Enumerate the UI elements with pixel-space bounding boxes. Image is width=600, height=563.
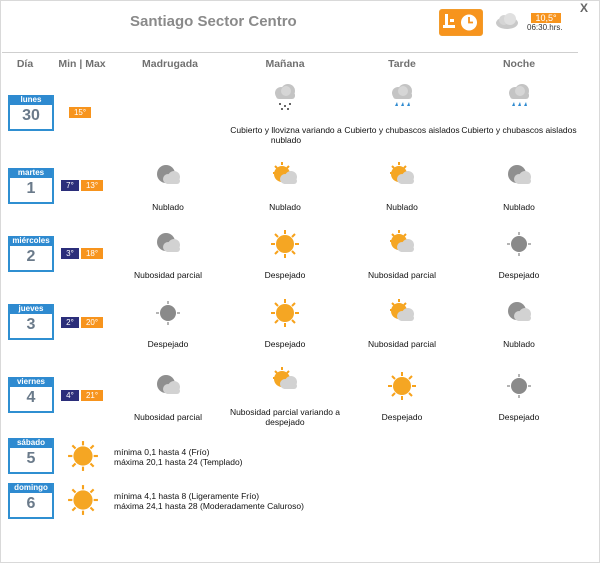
- sun-icon: [387, 371, 417, 401]
- day-number: 5: [26, 450, 36, 467]
- forecast-text-noche: Despejado: [498, 412, 540, 422]
- max-temp: 21°: [81, 390, 103, 401]
- column-header-manana: Mañana: [265, 58, 305, 70]
- column-header-day: Día: [16, 58, 34, 70]
- day-badge-sabado: [8, 438, 54, 474]
- moon-cloud-icon: [153, 161, 183, 191]
- min-temp: 4°: [61, 390, 79, 401]
- forecast-text-manana: Despejado: [264, 270, 306, 280]
- max-temp: 20°: [81, 317, 103, 328]
- forecast-text-tarde: Cubierto y chubascos aislados: [344, 125, 460, 135]
- forecast-text-madrugada: Despejado: [147, 339, 189, 349]
- sun-cloud-icon: [270, 161, 300, 191]
- day-name: sábado: [10, 438, 52, 448]
- max-temp: 13°: [81, 180, 103, 191]
- forecast-text-madrugada: Nublado: [152, 202, 184, 212]
- close-button[interactable]: X: [580, 1, 589, 15]
- sun-icon: [67, 440, 99, 472]
- day-badge-martes: [8, 168, 54, 204]
- day-name: lunes: [10, 95, 52, 105]
- forecast-text-manana: Nublado: [269, 202, 301, 212]
- extended-min-range: mínima 0,1 hasta 4 (Frío): [114, 447, 210, 457]
- day-badge-viernes: [8, 377, 54, 413]
- day-number: 3: [26, 316, 36, 333]
- cloud-sleet-icon: [270, 82, 300, 112]
- column-header-madrugada: Madrugada: [141, 58, 198, 70]
- sun-icon: [270, 229, 300, 259]
- column-header-minmax: Min | Max: [58, 58, 106, 70]
- current-weather-cloudy-icon: [494, 12, 520, 35]
- extended-max-range: máxima 24,1 hasta 28 (Moderadamente Caluroso): [114, 501, 304, 511]
- day-number: 4: [26, 389, 36, 406]
- min-temp: 3°: [61, 248, 79, 259]
- day-name: domingo: [10, 483, 52, 493]
- forecast-text-madrugada: Nubosidad parcial: [133, 412, 203, 422]
- day-badge-miercoles: [8, 236, 54, 272]
- cloud-rain-icon: [504, 82, 534, 112]
- day-name: viernes: [10, 377, 52, 387]
- cloud-rain-icon: [387, 82, 417, 112]
- forecast-text-tarde: Nubosidad parcial: [367, 270, 437, 280]
- min-temp: 2°: [61, 317, 79, 328]
- day-number: 1: [26, 180, 36, 197]
- day-number: 6: [26, 495, 36, 512]
- forecast-text-tarde: Nubosidad parcial: [367, 339, 437, 349]
- day-number: 2: [26, 248, 36, 265]
- moon-cloud-icon: [153, 371, 183, 401]
- extended-max-range: máxima 20,1 hasta 24 (Templado): [114, 457, 243, 467]
- moon-cloud-icon: [504, 298, 534, 328]
- sun-cloud-icon: [387, 298, 417, 328]
- forecast-text-noche: Nublado: [503, 202, 535, 212]
- day-badge-jueves: [8, 304, 54, 340]
- forecast-text-tarde: Despejado: [381, 412, 423, 422]
- sun-cloud-icon: [387, 229, 417, 259]
- moon-icon: [153, 298, 183, 328]
- forecast-text-manana: Nubosidad parcial variando a despejado: [229, 407, 341, 427]
- day-name: miércoles: [10, 236, 52, 246]
- extended-min-range: mínima 4,1 hasta 8 (Ligeramente Frío): [114, 491, 260, 501]
- moon-cloud-icon: [504, 161, 534, 191]
- sun-icon: [270, 298, 300, 328]
- day-name: jueves: [10, 304, 52, 314]
- moon-icon: [504, 371, 534, 401]
- day-number: 30: [22, 107, 40, 124]
- max-temp: 15°: [69, 107, 91, 118]
- forecast-text-madrugada: Nubosidad parcial: [133, 270, 203, 280]
- forecast-text-tarde: Nublado: [386, 202, 418, 212]
- day-badge-lunes: [8, 95, 54, 131]
- day-badge-domingo: [8, 483, 54, 519]
- page-title: Santiago Sector Centro: [130, 13, 297, 30]
- sun-cloud-icon: [387, 161, 417, 191]
- column-header-tarde: Tarde: [388, 58, 416, 70]
- sun-icon: [67, 484, 99, 516]
- forecast-text-noche: Nublado: [503, 339, 535, 349]
- current-temperature: 10,5°: [531, 13, 561, 23]
- column-header-noche: Noche: [502, 58, 536, 70]
- moon-icon: [504, 229, 534, 259]
- current-time: 06:30.hrs.: [527, 23, 563, 32]
- forecast-text-manana: Cubierto y llovizna variando a nublado: [230, 125, 342, 145]
- moon-cloud-icon: [153, 229, 183, 259]
- forecast-text-manana: Despejado: [264, 339, 306, 349]
- max-temp: 18°: [81, 248, 103, 259]
- min-temp: 7°: [61, 180, 79, 191]
- sun-cloud-icon: [270, 366, 300, 396]
- header-divider: [2, 52, 578, 53]
- forecast-text-noche: Cubierto y chubascos aislados: [461, 125, 577, 135]
- clock-app-logo-icon[interactable]: [439, 9, 483, 36]
- day-name: martes: [10, 168, 52, 178]
- forecast-text-noche: Despejado: [498, 270, 540, 280]
